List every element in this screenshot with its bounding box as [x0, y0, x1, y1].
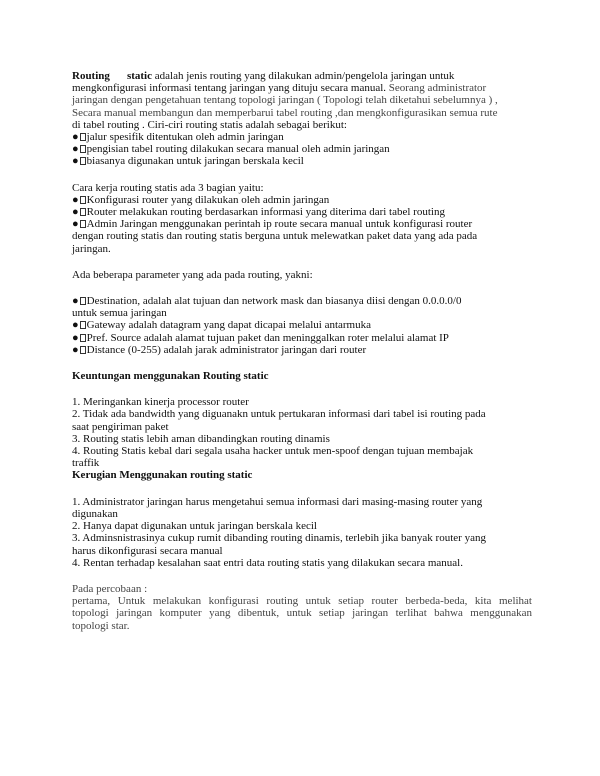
cara-continuation: jaringan. — [72, 242, 111, 255]
bullet-icon: ● — [72, 206, 79, 219]
percobaan-line-2: topologi jaringan komputer yang dibentuk, untuk setiap jaringan terlihat bahwa menggunakan — [72, 607, 532, 620]
box-glyph-icon — [80, 321, 86, 329]
percobaan-label: Pada percobaan : — [72, 582, 148, 595]
percobaan-line-1: pertama, Untuk melakukan konfigurasi routing untuk setiap router berbeda-beda, kita melihat — [72, 595, 532, 608]
keuntungan-heading: Keuntungan menggunakan Routing static — [72, 370, 269, 383]
bullet-icon: ● — [72, 131, 79, 144]
intro-text-2b: Seorang administrator — [388, 82, 487, 95]
box-glyph-icon — [80, 196, 86, 204]
bullet-icon: ● — [72, 143, 79, 156]
param-item — [72, 319, 532, 331]
cara-text: Router melakukan routing berdasarkan informasi yang diterima dari tabel routing — [86, 206, 445, 219]
ciri-item — [72, 131, 532, 143]
intro-line-5: di tabel routing . Ciri-ciri routing statis adalah sebagai berikut: — [72, 118, 347, 131]
ciri-text: jalur spesifik ditentukan oleh admin jaringan — [86, 131, 284, 144]
cara-text: Admin Jaringan menggunakan perintah ip route secara manual untuk konfigurasi router — [86, 218, 473, 231]
bullet-icon: ● — [72, 295, 79, 308]
bullet-icon: ● — [72, 319, 79, 332]
intro-text-1: adalah jenis routing yang dilakukan admin/pengelola jaringan untuk — [154, 70, 455, 82]
param-text: Distance (0-255) adalah jarak administrator jaringan dari router — [86, 343, 367, 356]
cara-item — [72, 206, 532, 218]
param-text: Gateway adalah datagram yang dapat dicapai melalui antarmuka — [86, 319, 371, 332]
box-glyph-icon — [80, 145, 86, 153]
ciri-item — [72, 143, 532, 155]
kerugian-item: 2. Hanya dapat digunakan untuk jaringan berskala kecil — [72, 520, 317, 533]
box-glyph-icon — [80, 208, 86, 216]
box-glyph-icon — [80, 220, 86, 228]
cara-text: Konfigurasi router yang dilakukan oleh admin jaringan — [86, 193, 330, 206]
keuntungan-item: 3. Routing statis lebih aman dibandingkan routing dinamis — [72, 432, 330, 445]
kerugian-item: 3. Adminsnistrasinya cukup rumit dibanding routing dinamis, terlebih jika banyak router yang — [72, 532, 486, 545]
kerugian-continuation: digunakan — [72, 507, 118, 520]
box-glyph-icon — [80, 133, 86, 141]
intro-line-4: Secara manual membangun dan memperbarui tabel routing ,dan mengkonfigurasikan semua rute — [72, 106, 498, 119]
keuntungan-continuation: traffik — [72, 457, 100, 470]
bullet-icon: ● — [72, 331, 79, 344]
percobaan-line-3: topologi star. — [72, 619, 130, 632]
box-glyph-icon — [80, 297, 86, 305]
box-glyph-icon — [80, 346, 86, 354]
param-item — [72, 295, 532, 307]
ciri-item — [72, 155, 532, 167]
bullet-icon: ● — [72, 218, 79, 231]
bullet-icon: ● — [72, 155, 79, 168]
box-glyph-icon — [80, 334, 86, 342]
keuntungan-continuation: saat pengiriman paket — [72, 420, 169, 433]
param-text: Destination, adalah alat tujuan dan network mask dan biasanya diisi dengan 0.0.0.0/0 — [86, 295, 462, 308]
keuntungan-item: 4. Routing Statis kebal dari segala usaha hacker untuk men-spoof dengan tujuan membajak — [72, 445, 474, 458]
kerugian-item: 4. Rentan terhadap kesalahan saat entri data routing statis yang dilakukan secara manual. — [72, 556, 463, 569]
cara-continuation: dengan routing statis dan routing statis berguna untuk melewatkan paket data yang ada pada — [72, 230, 478, 243]
bullet-icon: ● — [72, 193, 79, 206]
intro-text-2: mengkonfigurasi informasi tentang jaringan yang dituju secara manual. — [72, 82, 387, 95]
kerugian-item: 1. Administrator jaringan harus mengetahui semua informasi dari masing-masing router yang — [72, 495, 483, 508]
param-item — [72, 332, 532, 344]
cara-intro: Cara kerja routing statis ada 3 bagian yaitu: — [72, 181, 264, 194]
intro-line-2 — [72, 82, 532, 94]
param-text: Pref. Source adalah alamat tujuan paket dan meninggalkan roter melalui alamat IP — [86, 331, 449, 344]
intro-line-3: jaringan dengan pengetahuan tentang topologi jaringan ( Topologi telah diketahui sebelumnya ) , — [72, 94, 498, 107]
intro-line-1 — [72, 70, 532, 82]
cara-item — [72, 194, 532, 206]
ciri-text: pengisian tabel routing dilakukan secara manual oleh admin jaringan — [86, 143, 390, 156]
routing-static-term: Routing static — [72, 70, 152, 82]
kerugian-heading: Kerugian Menggunakan routing static — [72, 469, 253, 482]
keuntungan-item: 1. Meringankan kinerja processor router — [72, 396, 249, 409]
param-intro: Ada beberapa parameter yang ada pada routing, yakni: — [72, 268, 313, 281]
cara-item — [72, 218, 532, 230]
box-glyph-icon — [80, 157, 86, 165]
param-item — [72, 344, 532, 356]
param-continuation: untuk semua jaringan — [72, 307, 167, 320]
bullet-icon: ● — [72, 343, 79, 356]
keuntungan-item: 2. Tidak ada bandwidth yang diguanakn untuk pertukaran informasi dari tabel isi routing pada — [72, 408, 486, 421]
document-page — [72, 70, 532, 632]
ciri-text: biasanya digunakan untuk jaringan berskala kecil — [86, 155, 304, 168]
kerugian-continuation: harus dikonfigurasi secara manual — [72, 544, 223, 557]
